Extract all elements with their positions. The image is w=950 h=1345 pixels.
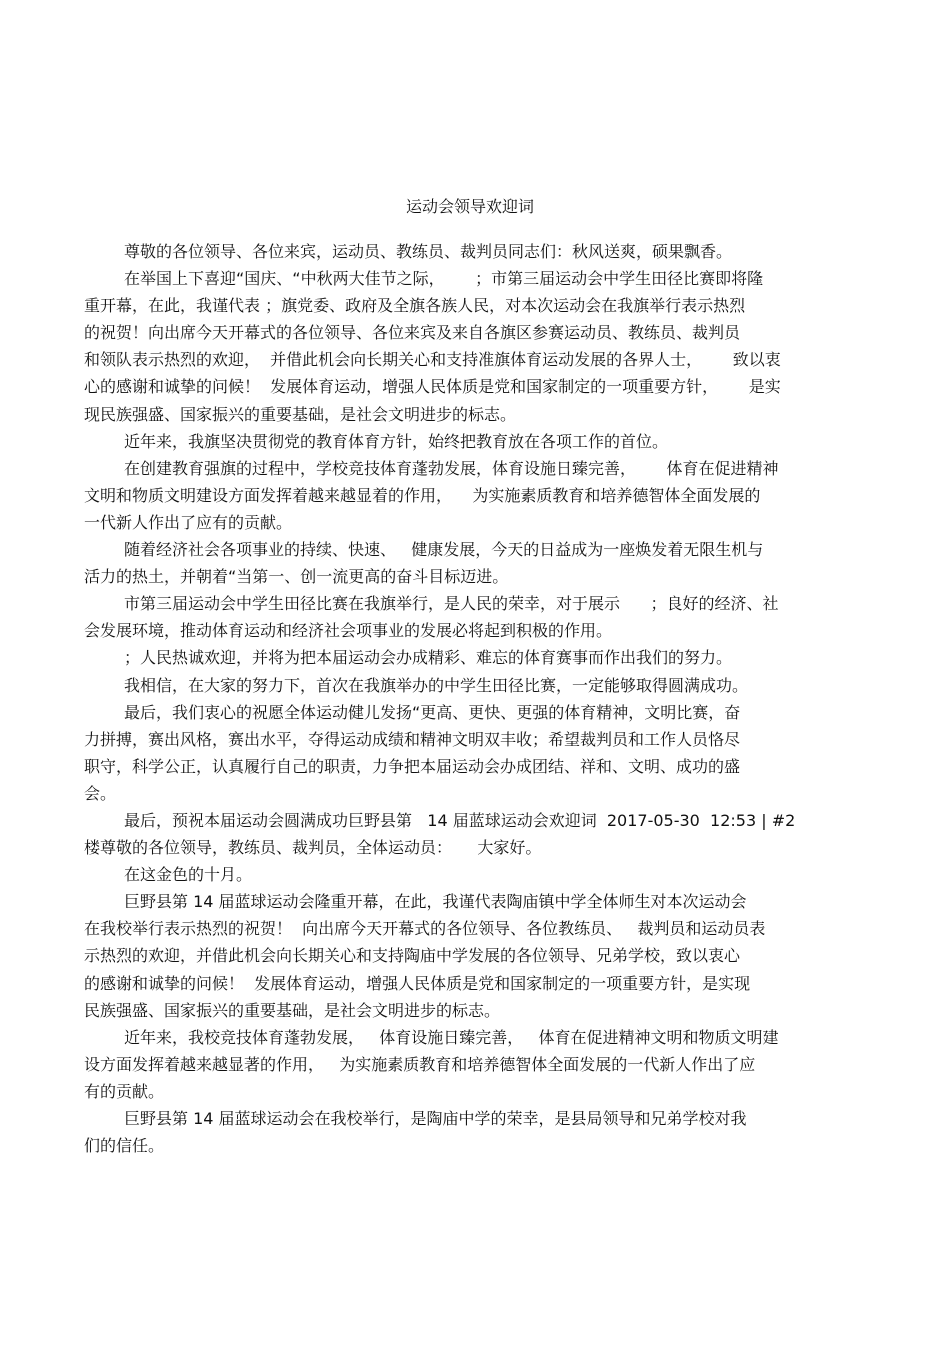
text-line: 最后，预祝本届运动会圆满成功巨野县第 14 届蓝球运动会欢迎词 2017-05-30 12:53 | #2 xyxy=(124,810,796,830)
text-line: 在我校举行表示热烈的祝贺！ 向出席今天开幕式的各位领导、各位教练员、 裁判员和运动员表 xyxy=(84,919,766,939)
text-line: 力拼搏，赛出风格，赛出水平，夺得运动成绩和精神文明双丰收；希望裁判员和工作人员恪尽 xyxy=(84,729,741,749)
text-line: 近年来，我旗坚决贯彻党的教育体育方针，始终把教育放在各项工作的首位。 xyxy=(124,431,669,451)
text-line: 会。 xyxy=(84,783,117,803)
text-line: 市第三届运动会中学生田径比赛在我旗举行，是人民的荣幸，对于展示 ；良好的经济、社 xyxy=(124,594,779,614)
text-line: 有的贡献。 xyxy=(84,1081,165,1101)
text-line: 最后，我们衷心的祝愿全体运动健儿发扬“更高、更快、更强的体育精神，文明比赛，奋 xyxy=(124,702,741,722)
text-line: 会发展环境，推动体育运动和经济社会项事业的发展必将起到积极的作用。 xyxy=(84,621,613,641)
text-line: 巨野县第 14 届蓝球运动会隆重开幕，在此，我谨代表陶庙镇中学全体师生对本次运动会 xyxy=(124,892,747,912)
text-line: 尊敬的各位领导、各位来宾，运动员、教练员、裁判员同志们：秋风送爽，硕果飘香。 xyxy=(124,242,733,261)
text-line: 现民族强盛、国家振兴的重要基础，是社会文明进步的标志。 xyxy=(84,404,517,424)
document-title: 运动会领导欢迎词 xyxy=(405,197,534,216)
document-body xyxy=(84,238,874,1159)
text-line: 民族强盛、国家振兴的重要基础，是社会文明进步的标志。 xyxy=(84,1000,501,1020)
text-line: 一代新人作出了应有的贡献。 xyxy=(84,512,293,532)
text-line: 们的信任。 xyxy=(84,1136,165,1156)
text-line: 职守，科学公正，认真履行自己的职责，力争把本届运动会办成团结、祥和、文明、成功的盛 xyxy=(84,756,741,776)
text-line: 设方面发挥着越来越显著的作用， 为实施素质教育和培养德智体全面发展的一代新人作出了应 xyxy=(84,1054,756,1074)
text-line: 随着经济社会各项事业的持续、快速、 健康发展，今天的日益成为一座焕发着无限生机与 xyxy=(124,540,764,560)
text-line: 近年来，我校竞技体育蓬勃发展， 体育设施日臻完善， 体育在促进精神文明和物质文明建 xyxy=(124,1027,779,1047)
text-line: 在举国上下喜迎“国庆、“中秋两大佳节之际， ；市第三届运动会中学生田径比赛即将隆 xyxy=(124,269,764,289)
text-line: 在这金色的十月。 xyxy=(124,865,253,885)
text-line: 活力的热土，并朝着“当第一、创一流更高的奋斗目标迈进。 xyxy=(84,567,509,587)
text-line: 示热烈的欢迎，并借此机会向长期关心和支持陶庙中学发展的各位领导、兄弟学校，致以衷心 xyxy=(84,946,741,966)
text-line: 心的感谢和诚挚的问候！ 发展体育运动，增强人民体质是党和国家制定的一项重要方针， 是实 xyxy=(84,377,781,397)
text-line: 在创建教育强旗的过程中，学校竞技体育蓬勃发展，体育设施日臻完善， 体育在促进精神 xyxy=(124,458,779,478)
text-line: 巨野县第 14 届蓝球运动会在我校举行，是陶庙中学的荣幸，是县局领导和兄弟学校对我 xyxy=(124,1109,747,1128)
text-line: 我相信，在大家的努力下，首次在我旗举办的中学生田径比赛，一定能够取得圆满成功。 xyxy=(124,675,749,695)
text-line: 的感谢和诚挚的问候！ 发展体育运动，增强人民体质是党和国家制定的一项重要方针，是实现 xyxy=(84,973,751,993)
text-line: 文明和物质文明建设方面发挥着越来越显着的作用， 为实施素质教育和培养德智体全面发展的 xyxy=(84,485,761,505)
text-line: ；人民热诚欢迎，并将为把本届运动会办成精彩、难忘的体育赛事而作出我们的努力。 xyxy=(124,648,733,668)
text-line: 的祝贺！向出席今天开幕式的各位领导、各位来宾及来自各旗区参赛运动员、教练员、裁判员 xyxy=(84,323,741,343)
text-line: 和领队表示热烈的欢迎， 并借此机会向长期关心和支持准旗体育运动发展的各界人士， 致以衷 xyxy=(84,350,781,370)
text-line: 重开幕，在此，我谨代表 ；旗党委、政府及全旗各族人民，对本次运动会在我旗举行表示热烈 xyxy=(84,296,746,316)
text-line: 楼尊敬的各位领导，教练员、裁判员，全体运动员： 大家好。 xyxy=(84,838,542,858)
